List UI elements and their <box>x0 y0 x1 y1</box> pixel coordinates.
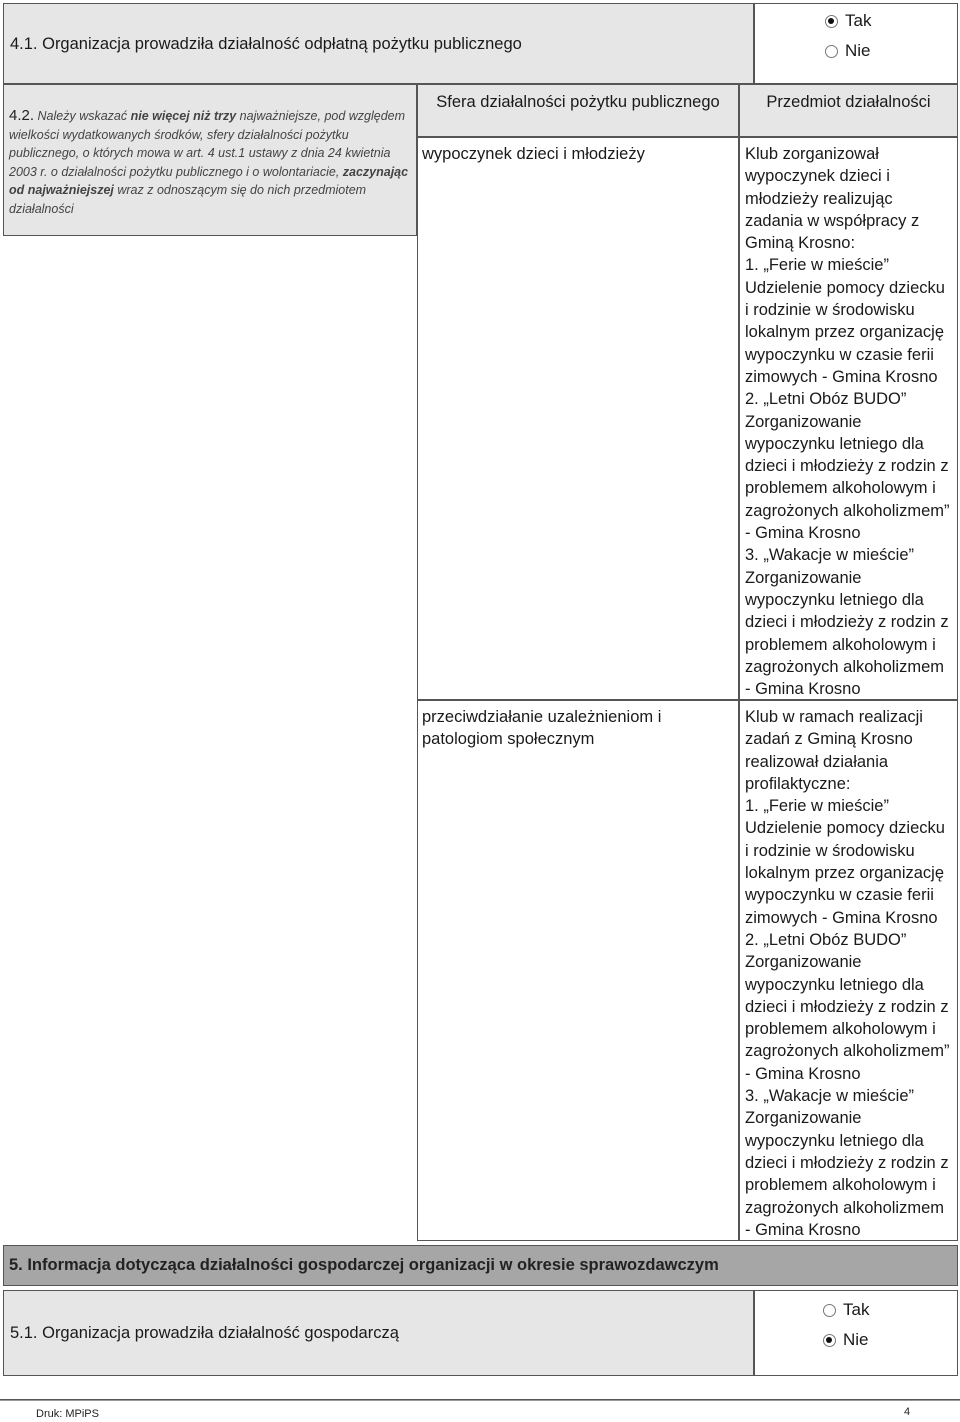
sfera-value: wypoczynek dzieci i młodzieży <box>422 145 645 163</box>
table-row-2-przedmiot <box>739 700 958 1241</box>
q42-instruction-emphasis: zaczynając od najważniejszej <box>9 164 409 197</box>
table-row-1-przedmiot <box>739 137 958 700</box>
q41-label: 4.1. Organizacja prowadziła działalność odpłatną pożytku publicznego <box>10 35 522 53</box>
q41-label-cell <box>3 3 754 84</box>
q51-label: 5.1. Organizacja prowadziła działalność gospodarczą <box>10 1324 399 1342</box>
radio-empty-icon[interactable] <box>825 45 838 58</box>
col-header-przedmiot <box>739 84 958 137</box>
q51-option-tak-label: Tak <box>843 1300 870 1319</box>
footer-print-label: Druk: MPiPS <box>36 1408 99 1420</box>
col-header-sfera <box>417 84 739 137</box>
q42-instruction-cell <box>3 84 417 236</box>
radio-selected-icon[interactable] <box>823 1334 836 1347</box>
sfera-value: przeciwdziałanie uzależnieniom i patologiom społecznym <box>422 708 662 749</box>
q51-options-cell <box>754 1290 958 1376</box>
q51-option-nie-label: Nie <box>843 1330 869 1349</box>
q41-option-nie[interactable] <box>825 36 871 66</box>
radio-selected-icon[interactable] <box>825 15 838 28</box>
q41-option-tak-label: Tak <box>845 11 872 30</box>
q42-instruction-part: Należy wskazać <box>37 109 131 123</box>
section-5-header <box>3 1245 958 1286</box>
col-header-sfera-label: Sfera działalności pożytku publicznego <box>436 93 720 111</box>
col-header-przedmiot-label: Przedmiot działalności <box>766 93 931 111</box>
q42-number: 4.2. <box>9 107 35 124</box>
q51-option-nie[interactable] <box>823 1325 869 1355</box>
q42-instruction-part: wraz z odnoszącym się do nich przedmiotem działalności <box>9 183 367 216</box>
q41-options-cell <box>754 3 958 84</box>
table-row-2-sfera <box>417 700 739 1241</box>
przedmiot-value: Klub zorganizował wypoczynek dzieci i młodzieży realizując zadania w współpracy z Gminą Krosno: 1. „Ferie w mieście” Udzielenie pomocy dziecku i rodzinie w środowisku lokalnym przez organizację wypoczynku w czasie ferii zimowych - Gmina Krosno 2. „Letni Obóz BUDO” Zorganizowanie wypoczynku letniego dla dzieci i młodzieży z rodzin z problemem alkoholowym i zagrożonych alkoholizmem” - Gmina Krosno 3. „Wakacje w mieście” Zorganizowanie wypoczynku letniego dla dzieci i młodzieży z rodzin z problemem alkoholowym i zagrożonych alkoholizmem - Gmina Krosno <box>745 145 950 699</box>
q51-label-cell <box>3 1290 754 1376</box>
footer-page-number: 4 <box>904 1406 911 1418</box>
q41-option-tak[interactable] <box>825 6 871 36</box>
q51-option-tak[interactable] <box>823 1295 869 1325</box>
q41-option-nie-label: Nie <box>845 41 871 60</box>
q42-instruction <box>9 107 413 218</box>
przedmiot-value: Klub w ramach realizacji zadań z Gminą Krosno realizował działania profilaktyczne: 1. „Ferie w mieście” Udzielenie pomocy dziecku i rodzinie w środowisku lokalnym przez organizację wypoczynku w czasie ferii zimowych - Gmina Krosno 2. „Letni Obóz BUDO” Zorganizowanie wypoczynku letniego dla dzieci i młodzieży z rodzin z problemem alkoholowym i zagrożonych alkoholizmem” - Gmina Krosno 3. „Wakacje w mieście” Zorganizowanie wypoczynku letniego dla dzieci i młodzieży z rodzin z problemem alkoholowym i zagrożonych alkoholizmem - Gmina Krosno <box>745 708 950 1239</box>
section-5-title: 5. Informacja dotycząca działalności gospodarczej organizacji w okresie sprawozdawczym <box>9 1256 719 1274</box>
radio-empty-icon[interactable] <box>823 1304 836 1317</box>
q42-instruction-part: najważniejsze, pod względem wielkości wydatkowanych środków, sfery działalności pożytku publicznego, o których mowa w art. 4 ust.1 ustawy z dnia 24 kwietnia 2003 r. o działalności pożytku publicznego i o wolontariacie, <box>9 109 406 179</box>
q42-instruction-emphasis: nie więcej niż trzy <box>130 109 237 123</box>
footer-divider <box>0 1399 960 1401</box>
table-row-1-sfera <box>417 137 739 700</box>
